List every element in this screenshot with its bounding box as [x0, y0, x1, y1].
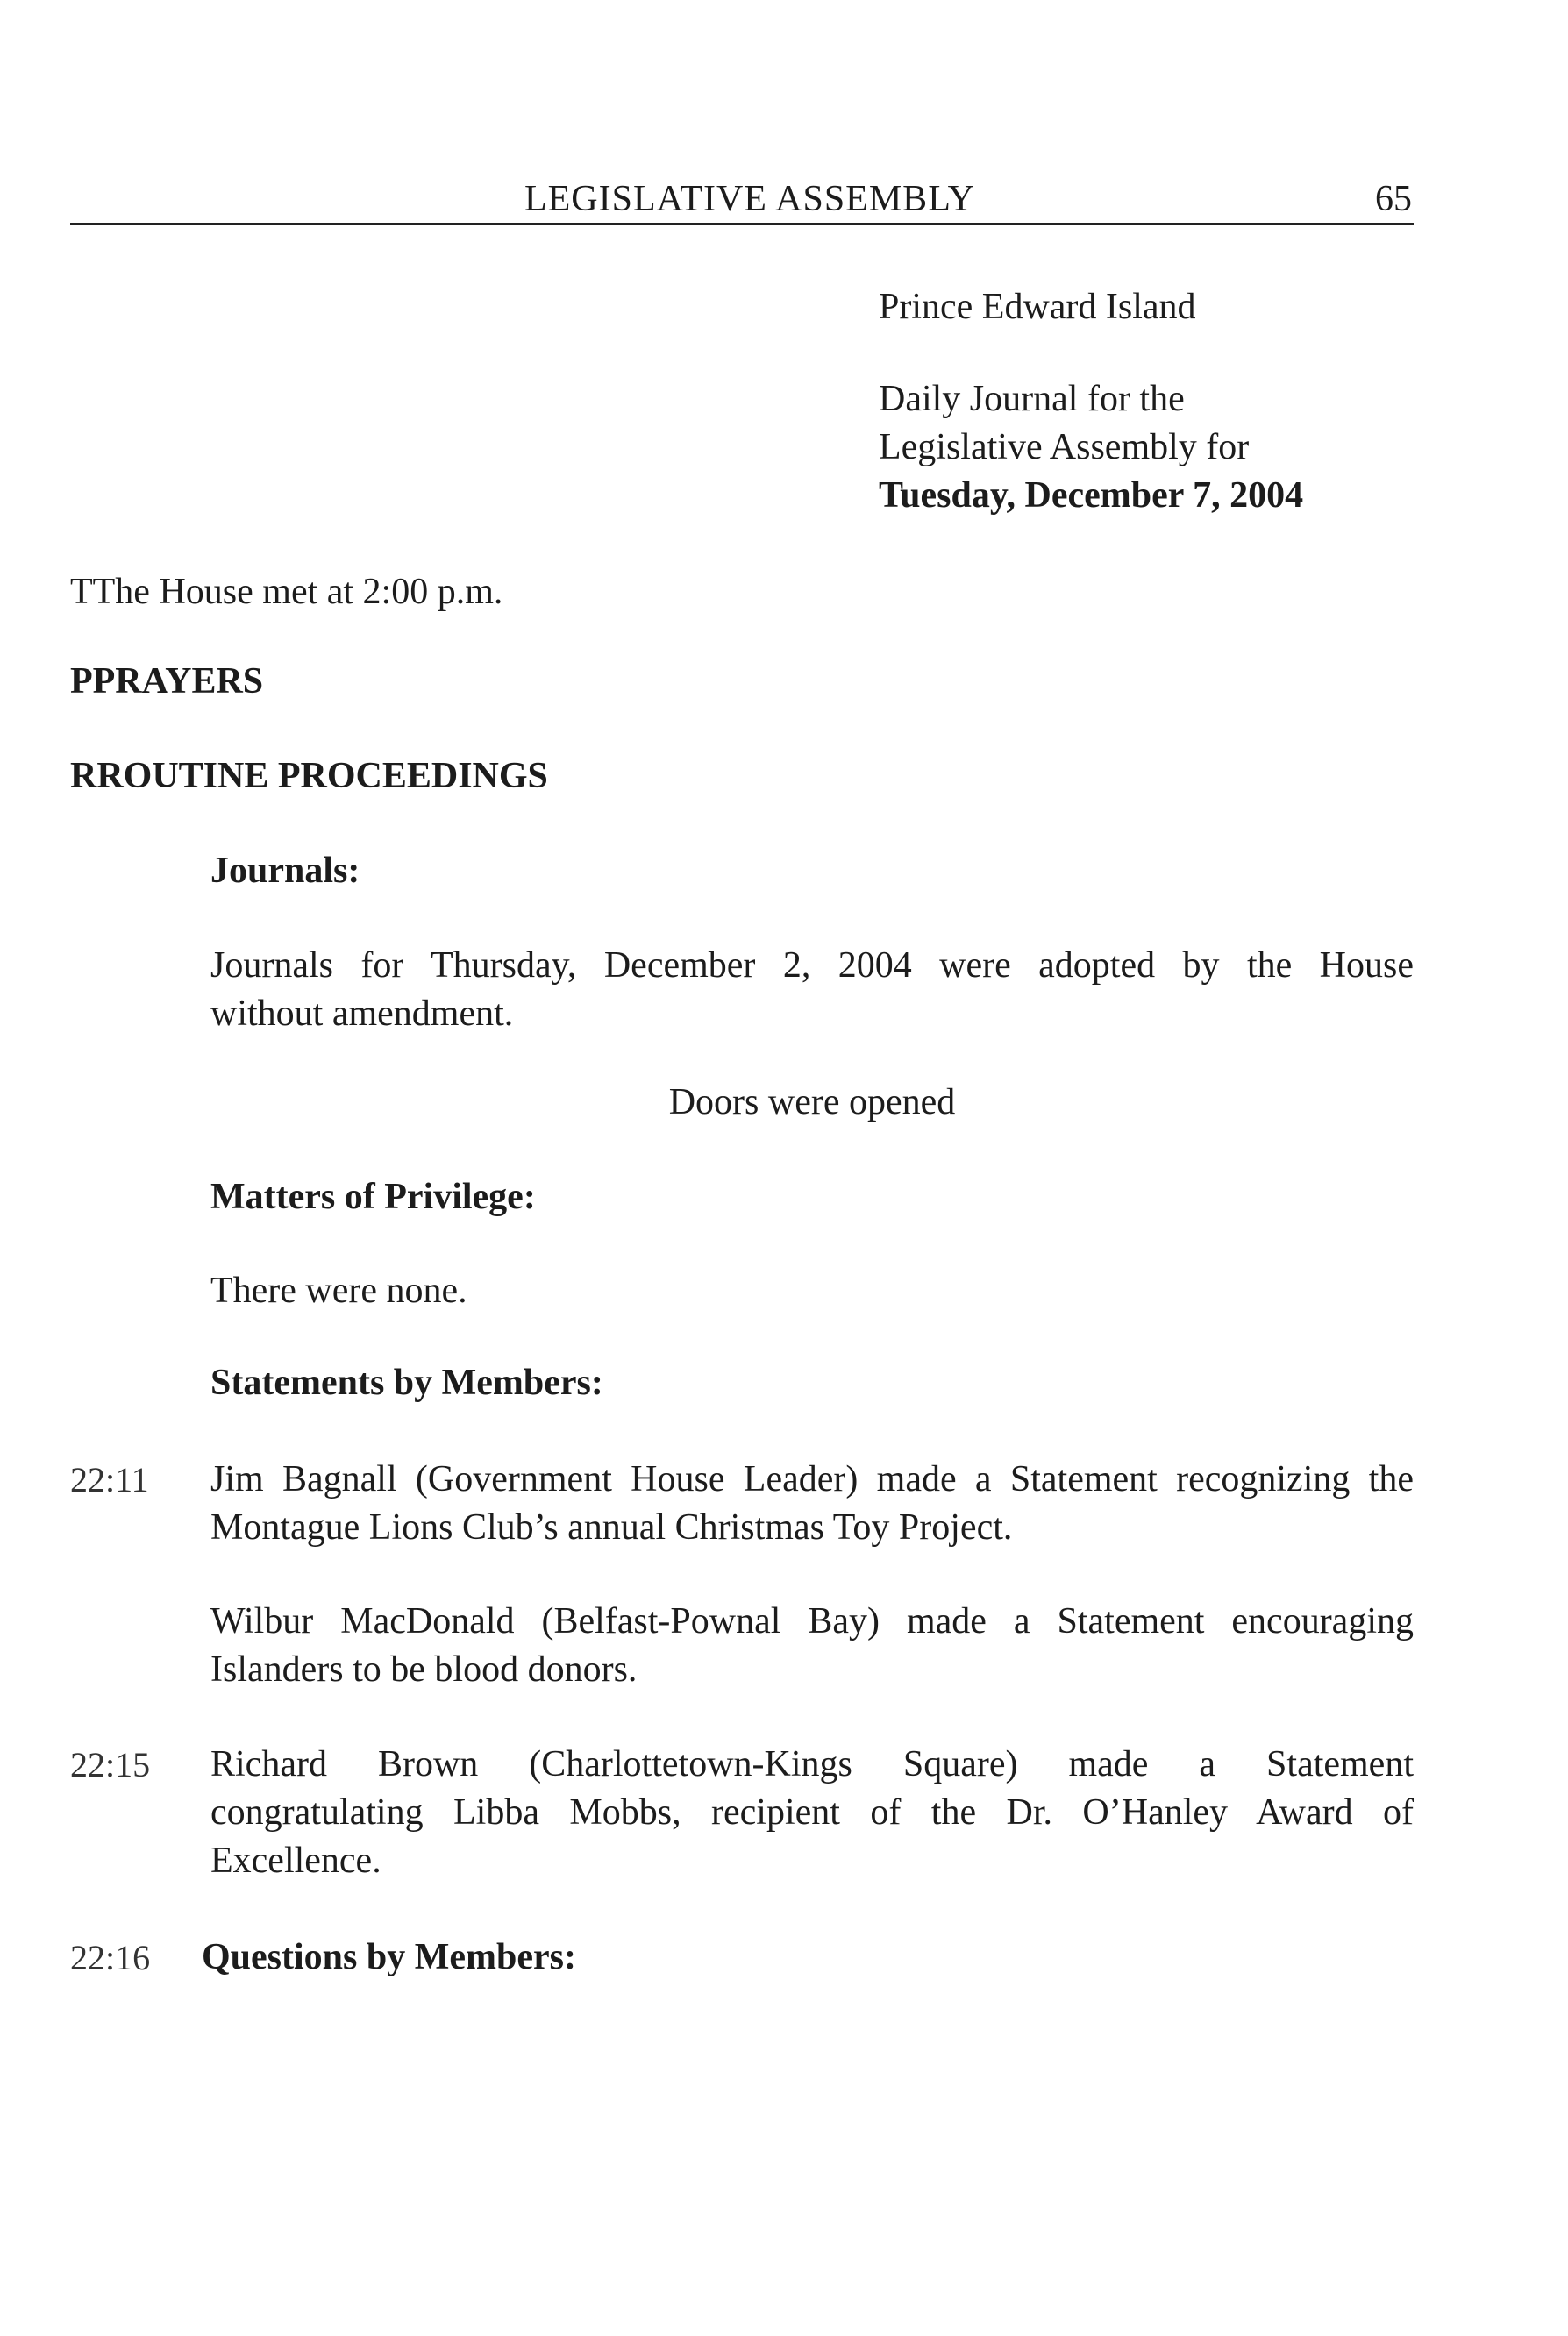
statement-time: 22:11 — [70, 1460, 149, 1499]
statement-line: Wilbur MacDonald (Belfast-Pownal Bay) made a Statement encouraging — [210, 1601, 1414, 1642]
statement-line: Richard Brown (Charlottetown-Kings Square) made a Statement — [210, 1744, 1414, 1784]
statement-line: Islanders to be blood donors. — [210, 1649, 638, 1690]
statements-heading: Statements by Members: — [210, 1363, 603, 1403]
masthead-journal-line2: Legislative Assembly for — [879, 427, 1250, 467]
running-header-title: LEGISLATIVE ASSEMBLY — [524, 179, 975, 219]
privilege-text: There were none. — [210, 1271, 467, 1311]
journals-text-line1: Journals for Thursday, December 2, 2004 were adopted by the House — [210, 945, 1414, 986]
prayers-heading: PPRAYERS — [70, 661, 264, 702]
statement-time: 22:15 — [70, 1745, 151, 1784]
journals-heading: Journals: — [210, 851, 360, 891]
routine-proceedings-heading: RROUTINE PROCEEDINGS — [70, 756, 548, 796]
journals-text-line2: without amendment. — [210, 994, 514, 1034]
statement-line: Jim Bagnall (Government House Leader) made a Statement recognizing the — [210, 1459, 1414, 1499]
page-number: 65 — [1375, 179, 1412, 219]
questions-heading: Questions by Members: — [202, 1937, 576, 1977]
statement-line: congratulating Libba Mobbs, recipient of the Dr. O’Hanley Award of — [210, 1792, 1414, 1833]
masthead-place: Prince Edward Island — [879, 287, 1196, 327]
privilege-heading: Matters of Privilege: — [210, 1177, 536, 1217]
header-rule — [70, 223, 1414, 225]
doors-opened-text: Doors were opened — [668, 1082, 956, 1122]
statement-line: Excellence. — [210, 1841, 381, 1881]
house-met-line: TThe House met at 2:00 p.m. — [70, 572, 503, 612]
statement-line: Montague Lions Club’s annual Christmas Toy Project. — [210, 1507, 1013, 1548]
questions-time: 22:16 — [70, 1938, 151, 1977]
masthead-journal-line1: Daily Journal for the — [879, 379, 1185, 419]
masthead-date: Tuesday, December 7, 2004 — [879, 475, 1304, 516]
